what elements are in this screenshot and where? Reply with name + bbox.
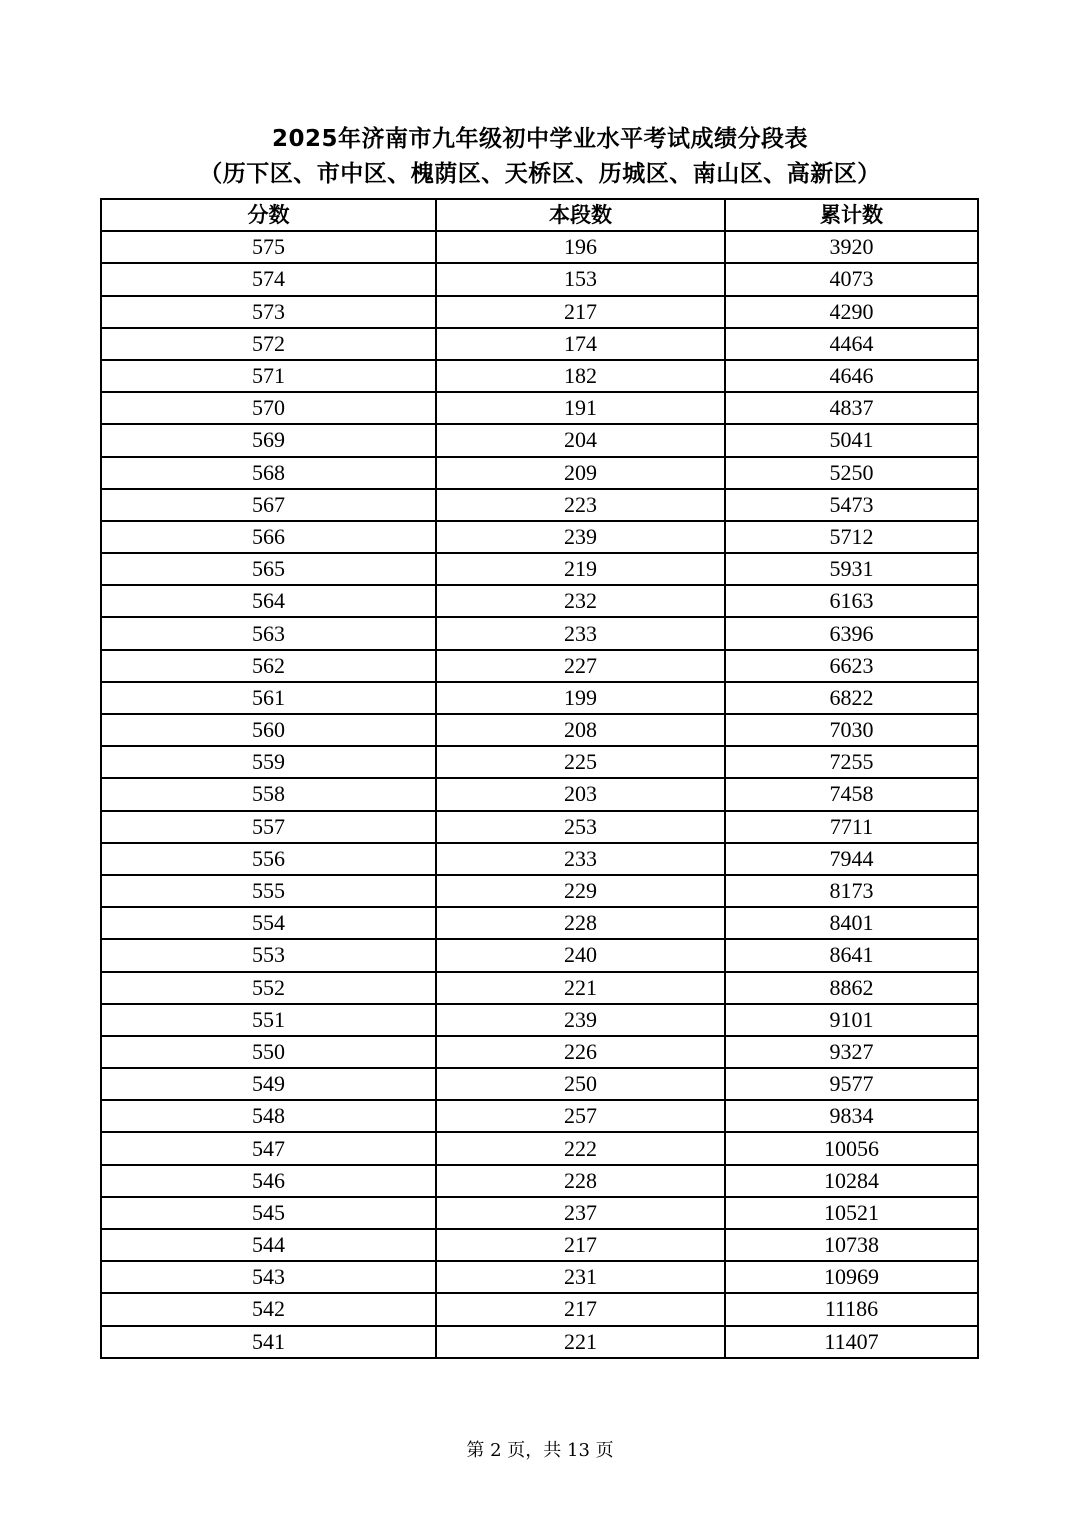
cumulative-count-cell: 4646	[725, 360, 978, 392]
cumulative-count-cell: 7711	[725, 811, 978, 843]
score-cell: 553	[101, 939, 436, 971]
cumulative-count-cell: 9327	[725, 1036, 978, 1068]
score-cell: 561	[101, 682, 436, 714]
segment-count-cell: 217	[436, 1229, 725, 1261]
score-cell: 575	[101, 231, 436, 263]
segment-count-cell: 239	[436, 1004, 725, 1036]
cumulative-count-cell: 8173	[725, 875, 978, 907]
table-row	[101, 1036, 978, 1068]
segment-count-cell: 222	[436, 1132, 725, 1164]
score-cell: 571	[101, 360, 436, 392]
segment-count-cell: 226	[436, 1036, 725, 1068]
cumulative-count-cell: 9101	[725, 1004, 978, 1036]
table-row	[101, 778, 978, 810]
score-cell: 556	[101, 843, 436, 875]
table-row	[101, 714, 978, 746]
table-row	[101, 1229, 978, 1261]
score-cell: 542	[101, 1293, 436, 1325]
segment-count-cell: 253	[436, 811, 725, 843]
table-row	[101, 1326, 978, 1358]
segment-count-cell: 204	[436, 424, 725, 456]
score-cell: 555	[101, 875, 436, 907]
cumulative-count-cell: 10284	[725, 1165, 978, 1197]
score-cell: 570	[101, 392, 436, 424]
score-cell: 563	[101, 617, 436, 649]
score-cell: 573	[101, 296, 436, 328]
score-cell: 550	[101, 1036, 436, 1068]
score-cell: 545	[101, 1197, 436, 1229]
table-row	[101, 682, 978, 714]
table-row	[101, 1261, 978, 1293]
table-row	[101, 1197, 978, 1229]
segment-count-cell: 240	[436, 939, 725, 971]
segment-count-cell: 219	[436, 553, 725, 585]
segment-count-cell: 257	[436, 1100, 725, 1132]
cumulative-count-cell: 8401	[725, 907, 978, 939]
segment-count-cell: 231	[436, 1261, 725, 1293]
score-cell: 569	[101, 424, 436, 456]
cumulative-count-cell: 7255	[725, 746, 978, 778]
cumulative-count-cell: 5712	[725, 521, 978, 553]
table-row	[101, 457, 978, 489]
table-row	[101, 650, 978, 682]
table-row	[101, 392, 978, 424]
score-cell: 564	[101, 585, 436, 617]
table-header-row	[101, 199, 978, 231]
table-row	[101, 1068, 978, 1100]
segment-count-cell: 228	[436, 1165, 725, 1197]
score-table	[100, 198, 979, 1359]
segment-count-cell: 228	[436, 907, 725, 939]
table-body	[101, 231, 978, 1358]
segment-count-cell: 233	[436, 617, 725, 649]
table-row	[101, 1132, 978, 1164]
cumulative-count-cell: 5931	[725, 553, 978, 585]
cumulative-count-cell: 11186	[725, 1293, 978, 1325]
segment-count-cell: 237	[436, 1197, 725, 1229]
table-row	[101, 424, 978, 456]
segment-count-cell: 232	[436, 585, 725, 617]
score-cell: 543	[101, 1261, 436, 1293]
cumulative-count-cell: 5473	[725, 489, 978, 521]
segment-count-cell: 227	[436, 650, 725, 682]
cumulative-count-cell: 9577	[725, 1068, 978, 1100]
cumulative-count-cell: 10056	[725, 1132, 978, 1164]
segment-count-cell: 217	[436, 1293, 725, 1325]
table-row	[101, 328, 978, 360]
score-cell: 562	[101, 650, 436, 682]
cumulative-count-cell: 9834	[725, 1100, 978, 1132]
cumulative-count-cell: 3920	[725, 231, 978, 263]
cumulative-count-cell: 6163	[725, 585, 978, 617]
segment-count-cell: 208	[436, 714, 725, 746]
table-row	[101, 1165, 978, 1197]
cumulative-count-cell: 8641	[725, 939, 978, 971]
segment-count-cell: 239	[436, 521, 725, 553]
cumulative-count-cell: 11407	[725, 1326, 978, 1358]
score-cell: 551	[101, 1004, 436, 1036]
table-row	[101, 972, 978, 1004]
table-row	[101, 811, 978, 843]
score-cell: 541	[101, 1326, 436, 1358]
cumulative-count-cell: 6623	[725, 650, 978, 682]
segment-count-cell: 229	[436, 875, 725, 907]
score-cell: 547	[101, 1132, 436, 1164]
cumulative-count-cell: 4290	[725, 296, 978, 328]
score-cell: 560	[101, 714, 436, 746]
cumulative-count-cell: 7458	[725, 778, 978, 810]
column-header-score: 分数	[101, 199, 436, 231]
segment-count-cell: 233	[436, 843, 725, 875]
score-cell: 574	[101, 263, 436, 295]
table-row	[101, 875, 978, 907]
table-row	[101, 843, 978, 875]
segment-count-cell: 221	[436, 1326, 725, 1358]
score-cell: 568	[101, 457, 436, 489]
cumulative-count-cell: 6396	[725, 617, 978, 649]
cumulative-count-cell: 4073	[725, 263, 978, 295]
score-cell: 544	[101, 1229, 436, 1261]
table-row	[101, 1293, 978, 1325]
score-cell: 558	[101, 778, 436, 810]
segment-count-cell: 191	[436, 392, 725, 424]
cumulative-count-cell: 10521	[725, 1197, 978, 1229]
score-cell: 552	[101, 972, 436, 1004]
cumulative-count-cell: 7944	[725, 843, 978, 875]
cumulative-count-cell: 5041	[725, 424, 978, 456]
column-header-cumulative-count: 累计数	[725, 199, 978, 231]
segment-count-cell: 203	[436, 778, 725, 810]
cumulative-count-cell: 4837	[725, 392, 978, 424]
table-row	[101, 231, 978, 263]
table-row	[101, 617, 978, 649]
segment-count-cell: 153	[436, 263, 725, 295]
table-row	[101, 746, 978, 778]
segment-count-cell: 182	[436, 360, 725, 392]
segment-count-cell: 221	[436, 972, 725, 1004]
table-row	[101, 360, 978, 392]
score-cell: 565	[101, 553, 436, 585]
cumulative-count-cell: 7030	[725, 714, 978, 746]
table-row	[101, 553, 978, 585]
segment-count-cell: 209	[436, 457, 725, 489]
cumulative-count-cell: 10738	[725, 1229, 978, 1261]
cumulative-count-cell: 10969	[725, 1261, 978, 1293]
cumulative-count-cell: 8862	[725, 972, 978, 1004]
page-title: 2025年济南市九年级初中学业水平考试成绩分段表	[271, 126, 808, 152]
table-row	[101, 939, 978, 971]
score-cell: 557	[101, 811, 436, 843]
table-row	[101, 585, 978, 617]
segment-count-cell: 199	[436, 682, 725, 714]
score-cell: 549	[101, 1068, 436, 1100]
segment-count-cell: 196	[436, 231, 725, 263]
table-row	[101, 296, 978, 328]
segment-count-cell: 223	[436, 489, 725, 521]
segment-count-cell: 217	[436, 296, 725, 328]
segment-count-cell: 225	[436, 746, 725, 778]
cumulative-count-cell: 6822	[725, 682, 978, 714]
table-row	[101, 521, 978, 553]
cumulative-count-cell: 4464	[725, 328, 978, 360]
table-row	[101, 907, 978, 939]
column-header-segment-count: 本段数	[436, 199, 725, 231]
score-cell: 554	[101, 907, 436, 939]
segment-count-cell: 174	[436, 328, 725, 360]
score-cell: 559	[101, 746, 436, 778]
page-subtitle: （历下区、市中区、槐荫区、天桥区、历城区、南山区、高新区）	[199, 161, 881, 187]
score-cell: 572	[101, 328, 436, 360]
segment-count-cell: 250	[436, 1068, 725, 1100]
table-row	[101, 1004, 978, 1036]
cumulative-count-cell: 5250	[725, 457, 978, 489]
table-row	[101, 489, 978, 521]
table-row	[101, 1100, 978, 1132]
table-row	[101, 263, 978, 295]
score-cell: 567	[101, 489, 436, 521]
score-cell: 548	[101, 1100, 436, 1132]
score-cell: 566	[101, 521, 436, 553]
score-cell: 546	[101, 1165, 436, 1197]
page-footer: 第 2 页，共 13 页	[466, 1440, 614, 1461]
